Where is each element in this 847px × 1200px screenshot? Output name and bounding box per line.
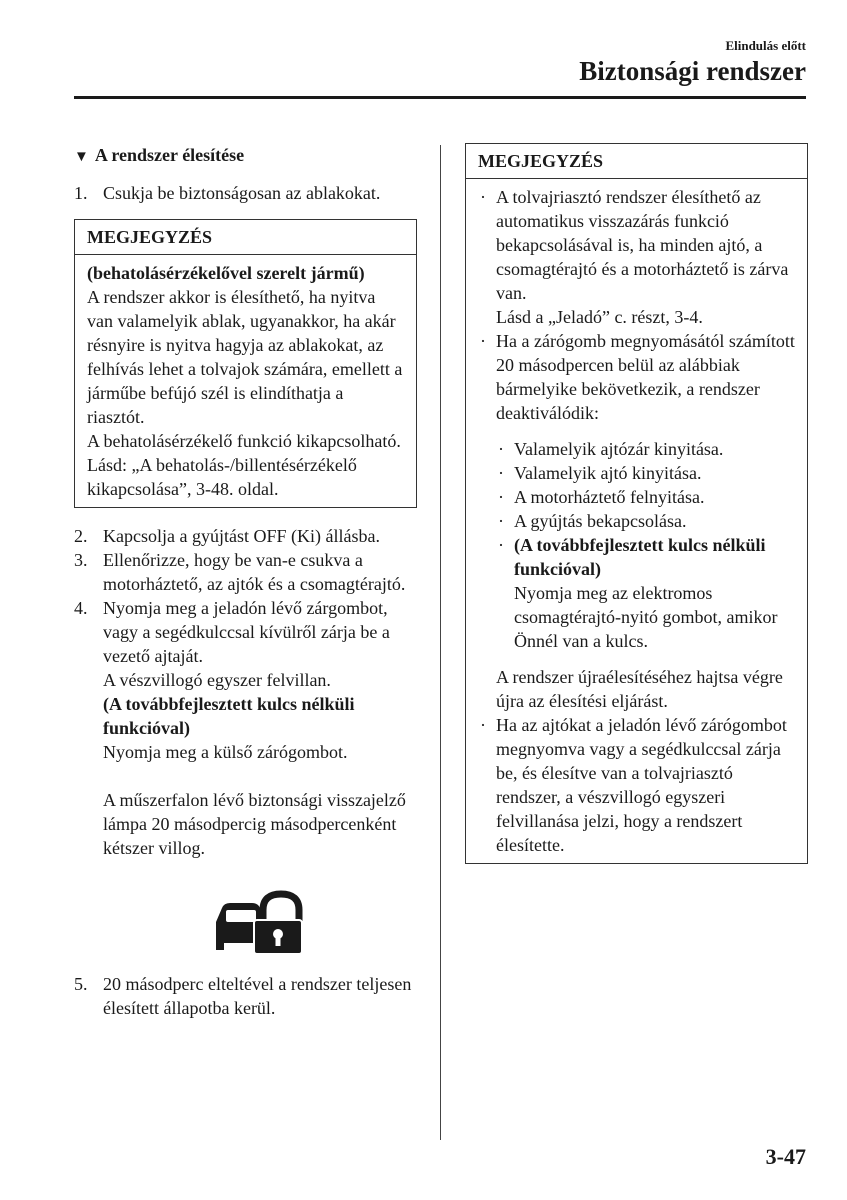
note-paragraph: A rendszer akkor is élesíthető, ha nyitva van valamelyik ablak, ugyanakkor, ha akár résnyire is nyitva hagyja az ablakokat, az felhívás lehet a tolvajok számára, emellett a járműbe befújó szél is elindíthatja a riasztót. [87, 287, 403, 427]
note-paragraph: A behatolásérzékelő funkció kikapcsolható. [87, 431, 401, 451]
note-heading: MEGJEGYZÉS [466, 144, 807, 179]
sub-bullet [496, 437, 795, 461]
continuation-text: A rendszer újraélesítéséhez hajtsa végre újra az élesítési eljárást. [496, 667, 783, 711]
sub-bullet-text: Nyomja meg az elektromos csomagtérajtó-nyitó gombot, amikor Önnél van a kulcs. [514, 583, 778, 651]
chapter-label: Elindulás előtt [725, 38, 806, 53]
right-column [465, 143, 807, 864]
note-subheading: (behatolásérzékelővel szerelt jármű) [87, 263, 365, 283]
bullet-text: Ha az ajtókat a jeladón lévő zárógombot megnyomva vagy a segédkulccsal zárja be, és élesítve van a tolvajriasztó rendszer, a vészvillogó egyszeri felvillanása jelzi, hogy a rendszert élesítette. [496, 715, 787, 855]
step-3 [74, 548, 419, 596]
bullet-indent [478, 665, 496, 713]
step-text: Kapcsolja a gyújtást OFF (Ki) állásba. [103, 526, 380, 546]
section-heading [74, 143, 419, 169]
bullet-dot: · [480, 331, 486, 351]
sub-bullet-body [514, 533, 795, 653]
sub-bullet-bold-text: (A továbbfejlesztett kulcs nélküli funkcióval) [514, 535, 766, 579]
step-number: 1. [74, 183, 88, 203]
step-2 [74, 524, 419, 548]
step-number: 2. [74, 526, 88, 546]
header-rule [74, 96, 806, 99]
spacer [478, 425, 795, 437]
step-text: A vészvillogó egyszer felvillan. [103, 670, 331, 690]
bullet-text: A tolvajriasztó rendszer élesíthető az automatikus visszazárás funkció bekapcsolásával is, ha minden ajtó, a csomagtérajtó és a motorháztető is zárva van. [496, 187, 789, 303]
bullet-reference: Lásd a „Jeladó” c. részt, 3-4. [496, 307, 703, 327]
bullet-dot: · [498, 511, 504, 531]
note-reference: Lásd: „A behatolás-/billentésérzékelő kikapcsolása”, 3-48. oldal. [87, 455, 357, 499]
spacer [103, 764, 419, 788]
spacer [478, 653, 795, 665]
sub-bullet-text: A motorháztető felnyitása. [514, 487, 705, 507]
note-bullet [478, 329, 795, 425]
step-number: 5. [74, 974, 88, 994]
sub-bullet-text: Valamelyik ajtózár kinyitása. [514, 439, 724, 459]
step-4 [74, 596, 419, 860]
step-1 [74, 181, 419, 205]
page-number: 3-47 [765, 1144, 806, 1169]
note-bullet [478, 713, 795, 857]
bullet-dot: · [498, 535, 504, 555]
security-indicator-icon [210, 888, 306, 958]
step-number: 4. [74, 598, 88, 618]
note-box-right [465, 143, 808, 864]
step-text: A műszerfalon lévő biztonsági visszajelző lámpa 20 másodpercig másodpercenként kétszer villog. [103, 790, 406, 858]
step-text: Nyomja meg a jeladón lévő zárgombot, vagy a segédkulccsal kívülről zárja be a vezető ajtaját. [103, 598, 390, 666]
step-5 [74, 972, 419, 1020]
sub-bullet-text: A gyújtás bekapcsolása. [514, 511, 687, 531]
step-text: Ellenőrizze, hogy be van-e csukva a motorháztető, az ajtók és a csomagtérajtó. [103, 550, 406, 594]
bullet-dot: · [498, 439, 504, 459]
bullet-body [496, 185, 795, 329]
bullet-dot: · [498, 487, 504, 507]
step-body [103, 596, 419, 860]
step-bold-text: (A továbbfejlesztett kulcs nélküli funkcióval) [103, 694, 355, 738]
note-body [75, 255, 416, 507]
step-text: Csukja be biztonságosan az ablakokat. [103, 183, 381, 203]
step-text: Nyomja meg a külső zárógombot. [103, 742, 348, 762]
bullet-body [496, 329, 795, 425]
bullet-text: Ha a zárógomb megnyomásától számított 20 másodpercen belül az alábbiak bármelyike bekövetkezik, a rendszer deaktiválódik: [496, 331, 795, 423]
sub-bullet-text: Valamelyik ajtó kinyitása. [514, 463, 702, 483]
note-bullet [478, 185, 795, 329]
step-text: 20 másodperc elteltével a rendszer teljesen élesített állapotba kerül. [103, 974, 412, 1018]
sub-bullet [496, 485, 795, 509]
bullet-dot: · [498, 463, 504, 483]
note-continuation [478, 665, 795, 713]
left-column [74, 143, 419, 1020]
bullet-dot: · [480, 715, 486, 735]
triangle-marker-icon: ▼ [74, 149, 89, 165]
note-heading: MEGJEGYZÉS [75, 220, 416, 255]
bullet-dot: · [480, 187, 486, 207]
sub-bullet [496, 533, 795, 653]
step-number: 3. [74, 550, 88, 570]
note-body [466, 179, 807, 863]
column-divider [440, 145, 441, 1140]
sub-bullet [496, 461, 795, 485]
page-title: Biztonsági rendszer [579, 56, 806, 86]
sub-bullet [496, 509, 795, 533]
section-heading-text: A rendszer élesítése [94, 145, 245, 165]
note-box-left [74, 219, 417, 508]
